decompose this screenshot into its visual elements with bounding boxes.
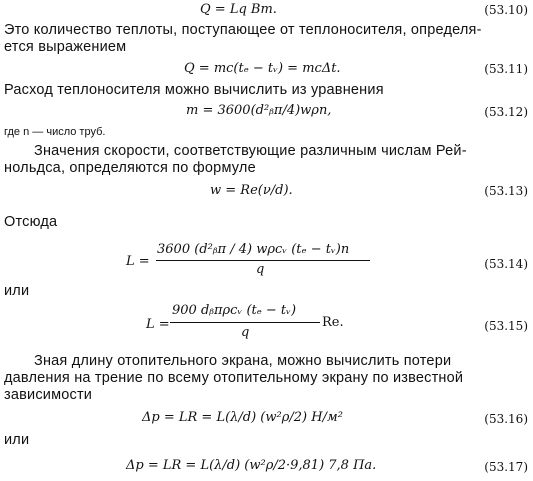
equation-number: (53.10) xyxy=(484,3,528,17)
fraction-bar xyxy=(170,322,320,323)
fraction-bar xyxy=(156,260,370,261)
equation-53-16: Δp = LR = L(λ/d) (w²ρ/2) Н/м² xyxy=(142,410,343,425)
equation-53-11: Q = mc(tₑ − tᵥ) = mcΔt. xyxy=(184,61,341,76)
equation-number: (53.12) xyxy=(484,105,528,119)
paragraph-line: Отсюда xyxy=(4,214,58,230)
paragraph-line: зависимости xyxy=(4,387,93,403)
equation-53-15-numerator: 900 dᵦπρcᵥ (tₑ − tᵥ) xyxy=(172,303,297,318)
equation-53-14-lhs: L = xyxy=(126,254,150,269)
equation-number: (53.11) xyxy=(484,62,528,76)
equation-53-17: Δp = LR = L(λ/d) (w²ρ/2·9,81) 7,8 Па. xyxy=(126,458,377,473)
equation-53-12: m = 3600(d²ᵦπ/4)wρn, xyxy=(186,103,332,118)
equation-number: (53.14) xyxy=(484,257,528,271)
equation-number: (53.15) xyxy=(484,319,528,333)
paragraph-line: Расход теплоносителя можно вычислить из уравнения xyxy=(4,82,384,98)
paragraph-line: Это количество теплоты, поступающее от теплоносителя, определя- xyxy=(4,22,482,38)
equation-number: (53.16) xyxy=(484,412,528,426)
paragraph-line: Значения скорости, соответствующие различным числам Рей- xyxy=(34,143,467,159)
equation-53-15-denominator: q xyxy=(241,325,250,340)
equation-53-13: w = Re(ν/d). xyxy=(210,183,293,198)
equation-53-14-denominator: q xyxy=(256,262,265,277)
equation-53-15-rhs: Re. xyxy=(322,315,344,330)
equation-number: (53.13) xyxy=(484,184,528,198)
footnote-n: где n — число труб. xyxy=(4,126,106,138)
equation-number: (53.17) xyxy=(484,460,528,474)
equation-53-15-lhs: L = xyxy=(146,317,170,332)
equation-53-10: Q = Lq Вт. xyxy=(200,2,277,17)
paragraph-line: нольдса, определяются по формуле xyxy=(4,160,256,176)
paragraph-line: или xyxy=(4,432,30,448)
paragraph-line: или xyxy=(4,283,30,299)
paragraph-line: Зная длину отопительного экрана, можно вычислить потери xyxy=(34,353,452,369)
equation-53-14-numerator: 3600 (d²ᵦπ / 4) wρcᵥ (tₑ − tᵥ)n xyxy=(157,242,350,257)
paragraph-line: ется выражением xyxy=(4,39,127,55)
paragraph-line: давления на трение по всему отопительному экрану по известной xyxy=(4,370,464,386)
